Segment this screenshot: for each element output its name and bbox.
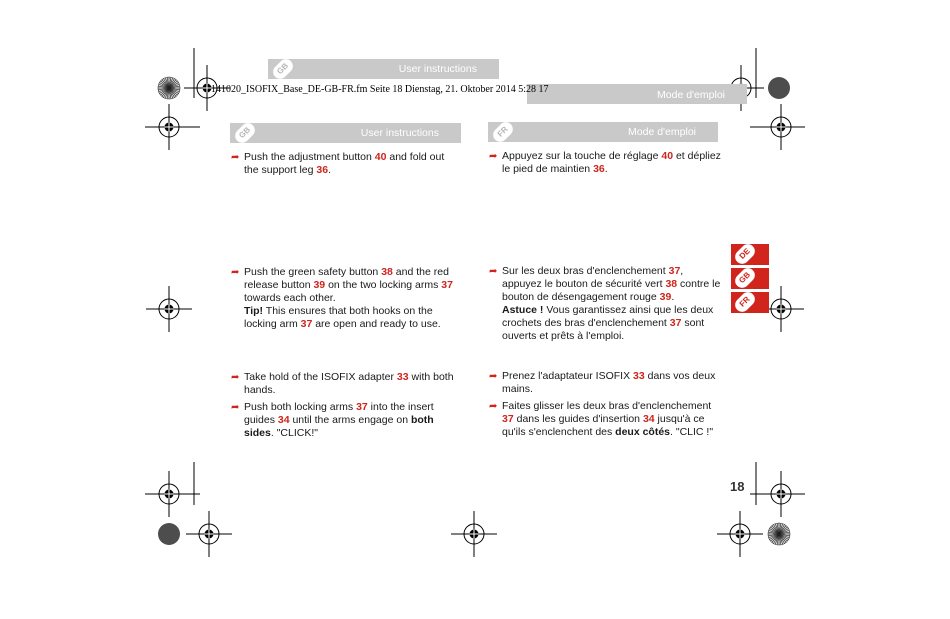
fr-step-1 bbox=[489, 150, 721, 180]
registration-mark-icon bbox=[146, 104, 192, 150]
tip-label: Tip! bbox=[244, 305, 264, 317]
list-item: ➦ Push the adjustment button 40 and fold out the support leg 36. bbox=[231, 151, 445, 176]
list-item: ➦ Push the green safety button 38 and the red release button 39 on the two locking arms 37 towards each other. Tip! This ensures that both hooks on the locking arm 37 are open and ready to use. bbox=[231, 266, 453, 330]
registration-mark-icon bbox=[451, 511, 497, 557]
en-step-2 bbox=[231, 266, 461, 335]
registration-mark-icon bbox=[758, 104, 804, 150]
col-header-fr bbox=[488, 122, 718, 142]
registration-mark-icon bbox=[186, 511, 232, 557]
solid-registration-dot-icon bbox=[768, 77, 790, 99]
arrow-bullet-icon: ➦ bbox=[489, 266, 498, 277]
registration-mark-icon bbox=[717, 511, 763, 557]
en-steps-3-4 bbox=[231, 371, 461, 444]
arrow-bullet-icon: ➦ bbox=[231, 372, 240, 383]
header-label: Mode d'emploi bbox=[628, 126, 696, 138]
header-label: User instructions bbox=[398, 63, 477, 75]
fr-steps-3-4 bbox=[489, 370, 721, 443]
arrow-bullet-icon: ➦ bbox=[231, 152, 240, 163]
top-header-user-instructions bbox=[268, 59, 499, 79]
tab-fr[interactable] bbox=[731, 292, 769, 313]
file-info-line: 141020_ISOFIX_Base_DE-GB-FR.fm Seite 18 Dienstag, 21. Oktober 2014 5:28 17 bbox=[211, 84, 549, 95]
page-number: 18 bbox=[730, 479, 745, 494]
arrow-bullet-icon: ➦ bbox=[489, 151, 498, 162]
tip-label: Astuce ! bbox=[502, 304, 544, 316]
top-header-mode-emploi bbox=[527, 84, 747, 104]
registration-mark-icon bbox=[758, 471, 804, 517]
list-item: ➦ Sur les deux bras d'enclenchement 37, appuyez le bouton de sécurité vert 38 contre le bouton de désengagement rouge 39. Astuce ! Vous garantissez ainsi que les deux crochets des bras d'enclenchement 37 sont ouverts et prêts à l'emploi. bbox=[489, 265, 721, 342]
en-step-1 bbox=[231, 151, 461, 181]
tab-gb[interactable] bbox=[731, 268, 769, 289]
fr-badge: FR bbox=[490, 119, 515, 144]
gb-badge: GB bbox=[270, 56, 295, 81]
col-header-en bbox=[230, 123, 461, 143]
list-item: ➦ Take hold of the ISOFIX adapter 33 with both hands. bbox=[231, 371, 454, 396]
gb-badge: GB bbox=[232, 120, 257, 145]
solid-registration-dot-icon bbox=[158, 523, 180, 545]
list-item: ➦ Appuyez sur la touche de réglage 40 et dépliez le pied de maintien 36. bbox=[489, 150, 721, 175]
arrow-bullet-icon: ➦ bbox=[231, 267, 240, 278]
arrow-bullet-icon: ➦ bbox=[231, 402, 240, 413]
registration-mark-icon bbox=[146, 286, 192, 332]
header-label: User instructions bbox=[360, 127, 439, 139]
de-badge: DE bbox=[732, 241, 757, 266]
color-wheel-mark-icon bbox=[158, 77, 180, 99]
header-label: Mode d'emploi bbox=[657, 89, 725, 101]
registration-mark-icon bbox=[146, 471, 192, 517]
tab-de[interactable] bbox=[731, 244, 769, 265]
list-item: ➦ Faites glisser les deux bras d'enclenchement 37 dans les guides d'insertion 34 jusqu'à ce qu'ils s'enclenchent des deux côtés. "CLIC !" bbox=[489, 400, 714, 438]
fr-step-2 bbox=[489, 265, 721, 347]
color-wheel-mark-icon bbox=[768, 523, 790, 545]
arrow-bullet-icon: ➦ bbox=[489, 401, 498, 412]
arrow-bullet-icon: ➦ bbox=[489, 371, 498, 382]
gb-badge: GB bbox=[732, 265, 757, 290]
fr-badge: FR bbox=[732, 289, 757, 314]
list-item: ➦ Push both locking arms 37 into the insert guides 34 until the arms engage on both sides. "CLICK!" bbox=[231, 401, 434, 439]
list-item: ➦ Prenez l'adaptateur ISOFIX 33 dans vos deux mains. bbox=[489, 370, 716, 395]
